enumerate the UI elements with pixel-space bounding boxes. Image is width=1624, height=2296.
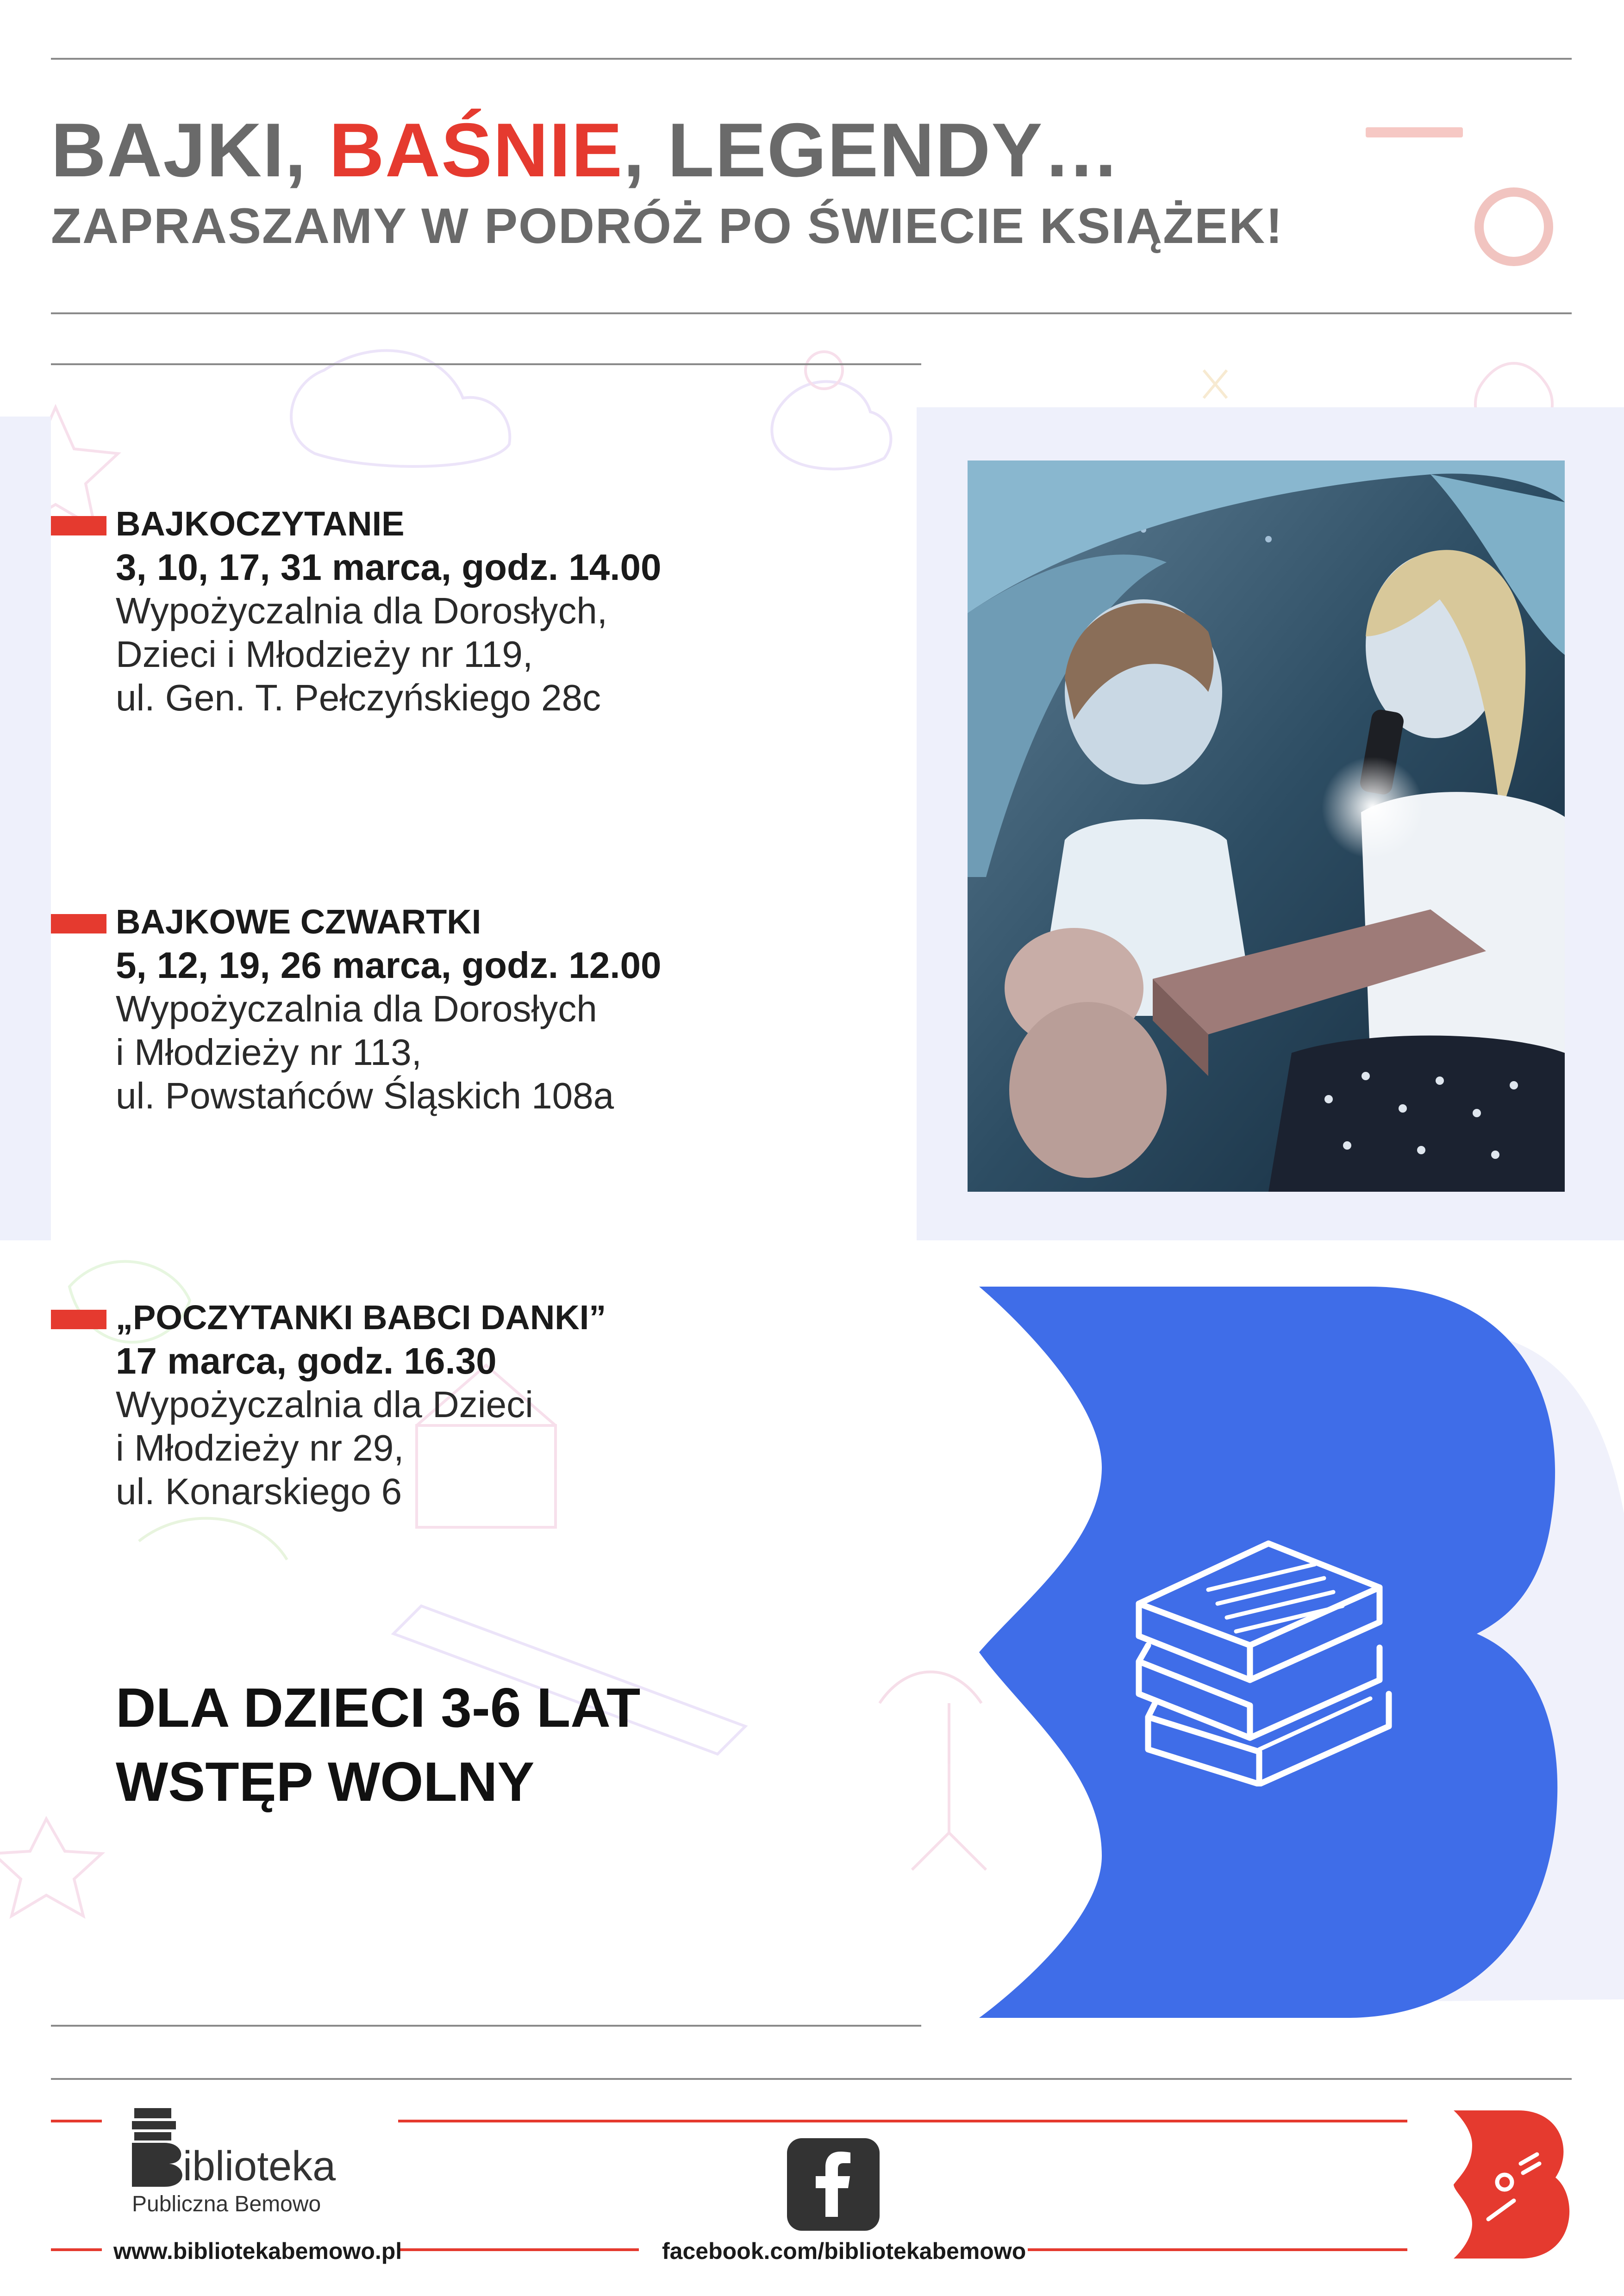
facebook-icon[interactable] [787, 2138, 880, 2231]
left-accent-panel [0, 417, 51, 1240]
website-link[interactable]: www.bibliotekabemowo.pl [113, 2238, 402, 2264]
footer-red-line [398, 2248, 639, 2251]
event-address-line: Wypożyczalnia dla Dorosłych, [116, 590, 607, 631]
age-info: DLA DZIECI 3-6 LAT [116, 1677, 641, 1739]
page-subtitle: ZAPRASZAMY W PODRÓŻ PO ŚWIECIE KSIĄŻEK! [51, 198, 1284, 254]
event-date: 17 marca, godz. 16.30 [116, 1340, 497, 1381]
footer-top-rule [51, 2078, 1572, 2080]
event-poczytanki [116, 1296, 880, 1513]
event-date: 3, 10, 17, 31 marca, godz. 14.00 [116, 547, 662, 588]
event-bullet [51, 516, 106, 535]
event-address-line: i Młodzieży nr 29, [116, 1427, 404, 1468]
circle-decoration-icon [1474, 187, 1553, 266]
facebook-link[interactable]: facebook.com/bibliotekabemowo [662, 2238, 1026, 2264]
event-address-line: Wypożyczalnia dla Dzieci [116, 1384, 533, 1425]
event-bajkowe-czwartki [116, 900, 880, 1118]
top-rule [51, 58, 1572, 60]
event-address-line: ul. Powstańców Śląskich 108a [116, 1075, 614, 1116]
footer-red-line [51, 2248, 102, 2251]
event-bullet [51, 914, 106, 933]
event-address-line: i Młodzieży nr 113, [116, 1032, 422, 1073]
library-logo-text: iblioteka [183, 2143, 336, 2190]
library-logo-icon [132, 2108, 187, 2187]
library-logo-subtitle: Publiczna Bemowo [132, 2192, 321, 2216]
footer-red-line [51, 2120, 102, 2122]
event-name: „POCZYTANKI BABCI DANKI” [116, 1298, 606, 1337]
footer-red-line [398, 2120, 1407, 2122]
event-address-line: ul. Konarskiego 6 [116, 1471, 402, 1512]
photo-reading-under-blanket [968, 460, 1565, 1192]
event-bajkoczytanie [116, 502, 880, 720]
audience-info [116, 1671, 640, 1819]
event-name: BAJKOWE CZWARTKI [116, 902, 481, 941]
section-top-rule [51, 363, 921, 365]
decor-dash [1366, 127, 1463, 137]
entry-info: WSTĘP WOLNY [116, 1751, 535, 1813]
page-title: BAJKI, BAŚNIE, LEGENDY… [51, 107, 1121, 193]
event-date: 5, 12, 19, 26 marca, godz. 12.00 [116, 945, 662, 986]
footer-red-line [1028, 2248, 1407, 2251]
section-bottom-rule [51, 2025, 921, 2027]
event-address-line: ul. Gen. T. Pełczyńskiego 28c [116, 677, 601, 718]
event-address-line: Wypożyczalnia dla Dorosłych [116, 988, 597, 1029]
event-bullet [51, 1310, 106, 1329]
event-address-line: Dzieci i Młodzieży nr 119, [116, 634, 533, 675]
event-name: BAJKOCZYTANIE [116, 504, 405, 543]
bemowo-b-logo-icon [1444, 2108, 1574, 2261]
books-stack-icon [1120, 1527, 1393, 1786]
header-bottom-rule [51, 312, 1572, 314]
